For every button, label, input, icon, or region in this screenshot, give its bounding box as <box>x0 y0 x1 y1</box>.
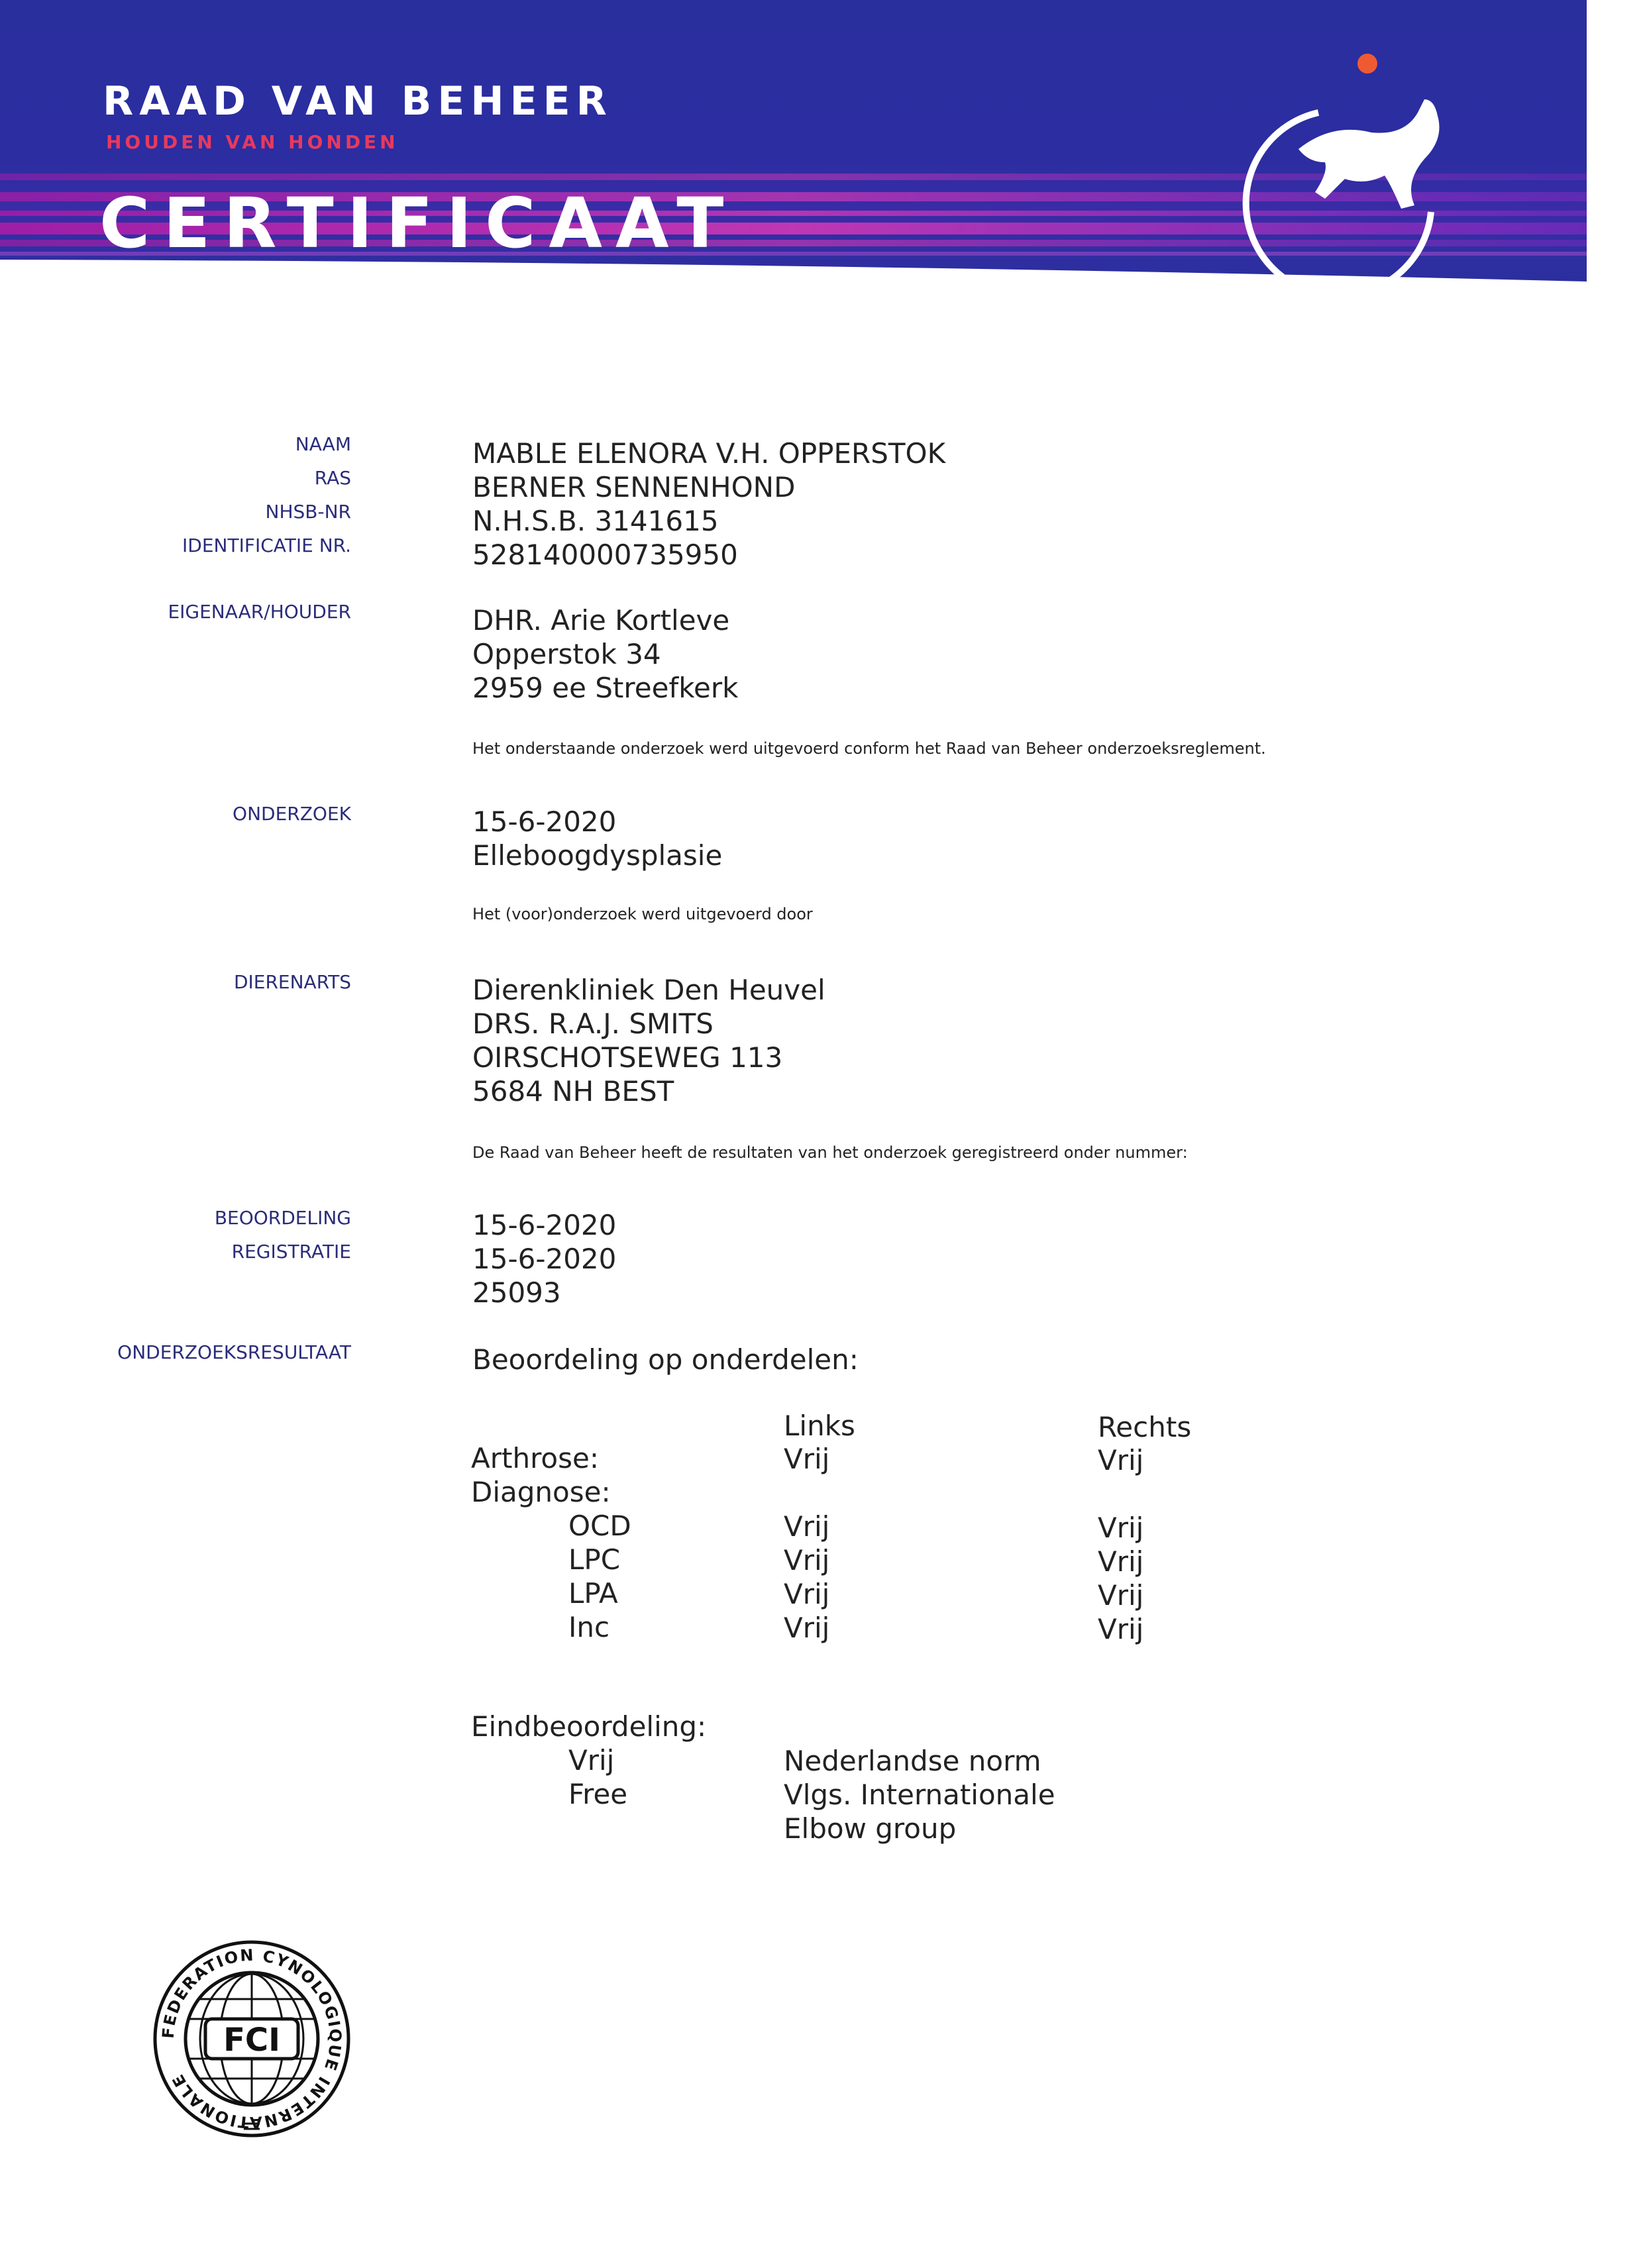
vet-clinic: Dierenkliniek Den Heuvel <box>472 974 825 1006</box>
vet-city: 5684 NH BEST <box>472 1075 674 1108</box>
column-right-header: Rechts <box>1098 1411 1192 1443</box>
final-result-free: Free <box>568 1778 628 1810</box>
label-owner: EIGENAAR/HOUDER <box>168 601 351 623</box>
note-performed-by: Het (voor)onderzoek werd uitgevoerd door <box>472 905 813 923</box>
label-nhsb: NHSB-NR <box>265 501 351 523</box>
note-registered: De Raad van Beheer heeft de resultaten van het onderzoek geregistreerd onder nummer: <box>472 1143 1188 1162</box>
registratie-date: 15-6-2020 <box>472 1243 617 1275</box>
examination-date: 15-6-2020 <box>472 805 617 838</box>
document-title: CERTIFICAAT <box>99 183 737 264</box>
label-ras: RAS <box>314 467 351 489</box>
label-result: ONDERZOEKSRESULTAAT <box>117 1341 351 1363</box>
diagnose-left-ocd: Vrij <box>784 1510 830 1543</box>
column-left-header: Links <box>784 1410 855 1442</box>
owner-street: Opperstok 34 <box>472 638 661 670</box>
result-heading: Beoordeling op onderdelen: <box>472 1343 859 1376</box>
org-title: RAAD VAN BEHEER <box>103 78 613 125</box>
note-regulation: Het onderstaande onderzoek werd uitgevoerd conform het Raad van Beheer onderzoeksreglement. <box>472 739 1266 758</box>
final-result-free-norm-line1: Vlgs. Internationale <box>784 1778 1055 1811</box>
examination-type: Elleboogdysplasie <box>472 839 723 872</box>
fci-seal-ring-text: FEDERATION CYNOLOGIQUE INTERNATIONALE <box>158 1945 345 2132</box>
diagnose-right-inc: Vrij <box>1098 1613 1144 1645</box>
diagnose-label-lpc: LPC <box>568 1543 621 1576</box>
registration-number: 25093 <box>472 1276 561 1309</box>
diagnose-left-lpa: Vrij <box>784 1578 830 1610</box>
label-registratie: REGISTRATIE <box>231 1241 351 1263</box>
fci-seal-icon <box>152 1939 351 2138</box>
label-vet: DIERENARTS <box>233 971 351 993</box>
vet-name: DRS. R.A.J. SMITS <box>472 1007 714 1040</box>
diagnose-right-lpa: Vrij <box>1098 1579 1144 1612</box>
label-identificatie: IDENTIFICATIE NR. <box>182 535 351 556</box>
diagnose-right-ocd: Vrij <box>1098 1512 1144 1544</box>
final-result-vrij: Vrij <box>568 1744 615 1777</box>
diagnose-right-lpc: Vrij <box>1098 1545 1144 1578</box>
arthrose-left: Vrij <box>784 1443 830 1475</box>
diagnose-label-lpa: LPA <box>568 1577 618 1610</box>
dog-breed: BERNER SENNENHOND <box>472 471 796 503</box>
dog-name: MABLE ELENORA V.H. OPPERSTOK <box>472 437 946 470</box>
diagnose-label: Diagnose: <box>471 1476 611 1508</box>
diagnose-label-ocd: OCD <box>568 1510 631 1542</box>
dog-nhsb-number: N.H.S.B. 3141615 <box>472 505 719 537</box>
owner-name: DHR. Arie Kortleve <box>472 604 730 637</box>
label-naam: NAAM <box>295 433 351 455</box>
diagnose-label-inc: Inc <box>568 1611 610 1643</box>
beoordeling-date: 15-6-2020 <box>472 1209 617 1241</box>
org-subtitle: HOUDEN VAN HONDEN <box>106 131 399 153</box>
owner-city: 2959 ee Streefkerk <box>472 672 739 704</box>
vet-street: OIRSCHOTSEWEG 113 <box>472 1041 783 1074</box>
arthrose-label: Arthrose: <box>471 1442 599 1474</box>
diagnose-left-inc: Vrij <box>784 1612 830 1644</box>
dog-identification-number: 528140000735950 <box>472 539 738 571</box>
final-assessment-label: Eindbeoordeling: <box>471 1710 707 1743</box>
diagnose-left-lpc: Vrij <box>784 1544 830 1576</box>
label-examination: ONDERZOEK <box>233 803 351 825</box>
final-result-vrij-norm: Nederlandse norm <box>784 1745 1041 1777</box>
fci-seal-center-text: FCI <box>223 2022 280 2059</box>
final-result-free-norm-line2: Elbow group <box>784 1812 957 1845</box>
arthrose-right: Vrij <box>1098 1444 1144 1476</box>
label-beoordeling: BEOORDELING <box>214 1207 351 1229</box>
